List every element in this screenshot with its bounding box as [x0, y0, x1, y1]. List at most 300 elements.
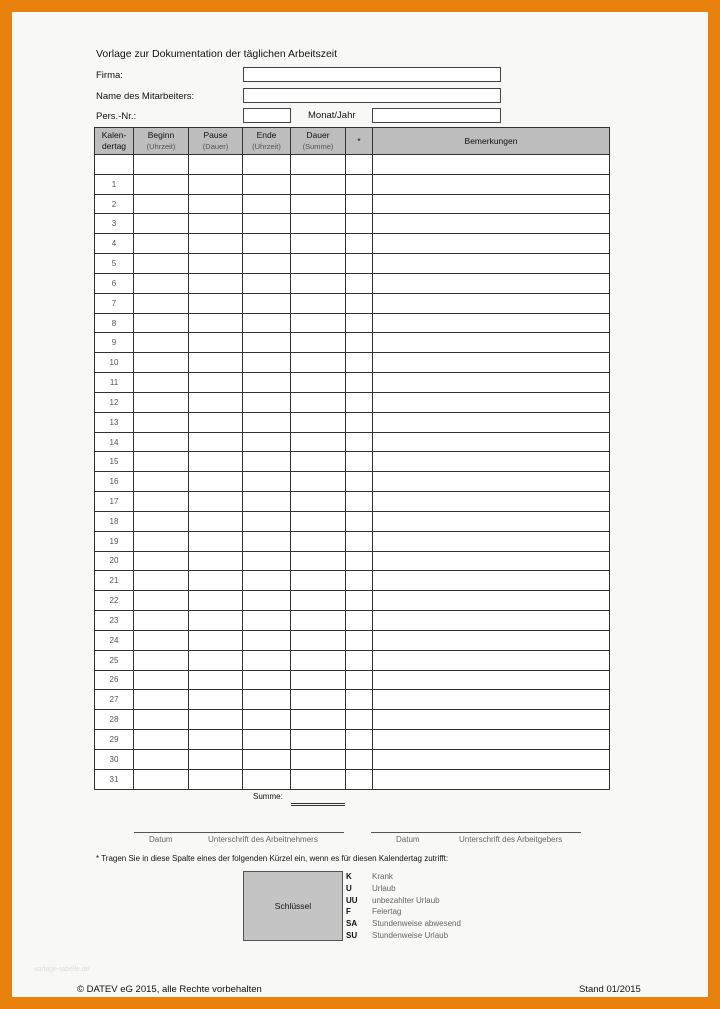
entry-cell[interactable]: [291, 293, 346, 313]
watermark: vorlage-tabelle.de: [34, 966, 90, 973]
day-number-cell: 31: [95, 769, 134, 789]
employer-signature-line[interactable]: [371, 832, 581, 833]
entry-cell[interactable]: [243, 254, 291, 274]
employer-signature-label: Unterschrift des Arbeitgebers: [459, 835, 563, 844]
entry-cell[interactable]: [346, 670, 373, 690]
day-number-cell: 2: [95, 194, 134, 214]
day-number-cell: 13: [95, 412, 134, 432]
col-header-pause: Pause (Dauer): [189, 128, 243, 155]
entry-cell[interactable]: [291, 670, 346, 690]
table-header-row: [95, 128, 610, 155]
entry-cell[interactable]: [346, 174, 373, 194]
entry-cell[interactable]: [243, 214, 291, 234]
entry-cell[interactable]: [291, 273, 346, 293]
table-row: [95, 234, 610, 254]
col-header-kuerzel: *: [346, 128, 373, 155]
entry-cell[interactable]: [134, 273, 189, 293]
entry-cell[interactable]: [346, 254, 373, 274]
col-header-dauer: Dauer (Summe): [291, 128, 346, 155]
entry-cell[interactable]: [373, 373, 610, 393]
entry-cell[interactable]: [346, 769, 373, 789]
table-row: [95, 432, 610, 452]
entry-cell[interactable]: [134, 313, 189, 333]
entry-cell[interactable]: [134, 254, 189, 274]
table-row: [95, 313, 610, 333]
day-number-cell: 26: [95, 670, 134, 690]
key-description: Krank: [372, 872, 393, 881]
entry-cell[interactable]: [373, 234, 610, 254]
table-row: [95, 710, 610, 730]
entry-cell[interactable]: [243, 769, 291, 789]
entry-cell[interactable]: [291, 174, 346, 194]
entry-cell[interactable]: [189, 730, 243, 750]
day-number-cell: 15: [95, 452, 134, 472]
entry-cell[interactable]: [243, 155, 291, 175]
entry-cell[interactable]: [134, 730, 189, 750]
entry-cell[interactable]: [134, 670, 189, 690]
table-row: [95, 452, 610, 472]
entry-cell[interactable]: [243, 749, 291, 769]
entry-cell[interactable]: [373, 749, 610, 769]
entry-cell[interactable]: [373, 531, 610, 551]
entry-cell[interactable]: [243, 551, 291, 571]
key-item: [346, 906, 461, 918]
entry-cell[interactable]: [373, 273, 610, 293]
firma-label: Firma:: [96, 70, 123, 81]
entry-cell[interactable]: [134, 353, 189, 373]
key-box: [243, 871, 343, 941]
key-code: UU: [346, 895, 358, 905]
table-row: [95, 155, 610, 175]
table-row: [95, 214, 610, 234]
table-row: [95, 492, 610, 512]
table-row: [95, 769, 610, 789]
entry-cell[interactable]: [134, 214, 189, 234]
table-row: [95, 650, 610, 670]
key-item: [346, 918, 461, 930]
entry-cell[interactable]: [346, 630, 373, 650]
entry-cell[interactable]: [189, 333, 243, 353]
table-row: [95, 551, 610, 571]
entry-cell[interactable]: [373, 591, 610, 611]
entry-cell[interactable]: [243, 273, 291, 293]
entry-cell[interactable]: [373, 313, 610, 333]
entry-cell[interactable]: [243, 234, 291, 254]
entry-cell[interactable]: [291, 492, 346, 512]
entry-cell[interactable]: [346, 650, 373, 670]
entry-cell[interactable]: [134, 710, 189, 730]
day-number-cell: 8: [95, 313, 134, 333]
day-number-cell: 7: [95, 293, 134, 313]
entry-cell[interactable]: [346, 611, 373, 631]
entry-cell[interactable]: [373, 472, 610, 492]
entry-cell[interactable]: [243, 511, 291, 531]
entry-cell[interactable]: [134, 749, 189, 769]
document-page: [12, 12, 708, 997]
entry-cell[interactable]: [134, 293, 189, 313]
entry-cell[interactable]: [373, 551, 610, 571]
entry-cell[interactable]: [291, 373, 346, 393]
entry-cell[interactable]: [346, 392, 373, 412]
entry-cell[interactable]: [346, 511, 373, 531]
day-number-cell: 6: [95, 273, 134, 293]
entry-cell[interactable]: [291, 353, 346, 373]
key-description: Stundenweise abwesend: [372, 919, 461, 929]
entry-cell[interactable]: [291, 591, 346, 611]
key-item: [346, 883, 461, 895]
entry-cell[interactable]: [134, 531, 189, 551]
entry-cell[interactable]: [243, 194, 291, 214]
entry-cell[interactable]: [243, 452, 291, 472]
entry-cell[interactable]: [243, 730, 291, 750]
entry-cell[interactable]: [346, 353, 373, 373]
entry-cell[interactable]: [189, 412, 243, 432]
page-title: Vorlage zur Dokumentation der täglichen Arbeitszeit: [96, 48, 338, 60]
day-number-cell: 27: [95, 690, 134, 710]
entry-cell[interactable]: [243, 412, 291, 432]
entry-cell[interactable]: [373, 155, 610, 175]
table-row: [95, 392, 610, 412]
entry-cell[interactable]: [243, 690, 291, 710]
summe-label: Summe:: [253, 792, 283, 801]
persnr-label: Pers.-Nr.:: [96, 111, 137, 122]
entry-cell[interactable]: [346, 313, 373, 333]
entry-cell[interactable]: [189, 392, 243, 412]
entry-cell[interactable]: [291, 551, 346, 571]
entry-cell[interactable]: [373, 174, 610, 194]
entry-cell[interactable]: [291, 412, 346, 432]
key-code: F: [346, 907, 351, 917]
table-row: [95, 749, 610, 769]
entry-cell[interactable]: [373, 611, 610, 631]
entry-cell[interactable]: [291, 769, 346, 789]
entry-cell[interactable]: [291, 472, 346, 492]
entry-cell[interactable]: [373, 353, 610, 373]
entry-cell[interactable]: [373, 293, 610, 313]
day-number-cell: 23: [95, 611, 134, 631]
entry-cell[interactable]: [373, 194, 610, 214]
entry-cell[interactable]: [373, 650, 610, 670]
entry-cell[interactable]: [373, 254, 610, 274]
entry-cell[interactable]: [291, 432, 346, 452]
entry-cell[interactable]: [346, 432, 373, 452]
day-number-cell: 11: [95, 373, 134, 393]
entry-cell[interactable]: [243, 710, 291, 730]
day-number-cell: 19: [95, 531, 134, 551]
entry-cell[interactable]: [134, 472, 189, 492]
entry-cell[interactable]: [134, 551, 189, 571]
entry-cell[interactable]: [373, 452, 610, 472]
key-code: U: [346, 883, 352, 893]
entry-cell[interactable]: [243, 353, 291, 373]
entry-cell[interactable]: [346, 551, 373, 571]
table-row: [95, 690, 610, 710]
entry-cell[interactable]: [134, 392, 189, 412]
key-item: [346, 930, 461, 942]
key-description: unbezahlter Urlaub: [372, 895, 440, 905]
entry-cell[interactable]: [134, 650, 189, 670]
entry-cell[interactable]: [346, 452, 373, 472]
day-number-cell: 10: [95, 353, 134, 373]
entry-cell[interactable]: [189, 194, 243, 214]
entry-cell[interactable]: [346, 591, 373, 611]
entry-cell[interactable]: [189, 432, 243, 452]
entry-cell[interactable]: [346, 472, 373, 492]
key-item: [346, 871, 461, 883]
entry-cell[interactable]: [291, 690, 346, 710]
entry-cell[interactable]: [189, 571, 243, 591]
col-header-bemerkungen: Bemerkungen: [373, 128, 610, 155]
entry-cell[interactable]: [243, 392, 291, 412]
entry-cell[interactable]: [346, 194, 373, 214]
entry-cell[interactable]: [189, 531, 243, 551]
entry-cell[interactable]: [291, 155, 346, 175]
table-row: [95, 611, 610, 631]
col-header-ende: Ende (Uhrzeit): [243, 128, 291, 155]
table-row: [95, 412, 610, 432]
footnote: * Tragen Sie in diese Spalte eines der folgenden Kürzel ein, wenn es für diesen Kalendertag zutrifft:: [96, 854, 449, 863]
table-row: [95, 293, 610, 313]
table-row: [95, 531, 610, 551]
entry-cell[interactable]: [291, 611, 346, 631]
entry-cell[interactable]: [373, 571, 610, 591]
table-row: [95, 174, 610, 194]
mitarbeiter-label: Name des Mitarbeiters:: [96, 91, 195, 102]
entry-cell[interactable]: [291, 630, 346, 650]
entry-cell[interactable]: [189, 690, 243, 710]
key-description: Feiertag: [372, 907, 402, 917]
entry-cell[interactable]: [291, 194, 346, 214]
entry-cell[interactable]: [243, 373, 291, 393]
day-number-cell: [95, 155, 134, 175]
firma-field[interactable]: [243, 67, 501, 82]
table-row: [95, 670, 610, 690]
summe-double-line: [291, 803, 345, 806]
entry-cell[interactable]: [189, 749, 243, 769]
entry-cell[interactable]: [189, 174, 243, 194]
copyright-text: © DATEV eG 2015, alle Rechte vorbehalten: [77, 984, 262, 995]
day-number-cell: 24: [95, 630, 134, 650]
entry-cell[interactable]: [134, 571, 189, 591]
entry-cell[interactable]: [373, 710, 610, 730]
entry-cell[interactable]: [189, 353, 243, 373]
entry-cell[interactable]: [346, 690, 373, 710]
day-number-cell: 29: [95, 730, 134, 750]
employee-date-label: Datum: [149, 835, 173, 844]
key-code: SU: [346, 930, 358, 940]
time-table: [94, 127, 610, 790]
table-row: [95, 591, 610, 611]
key-item: [346, 895, 461, 907]
entry-cell[interactable]: [243, 630, 291, 650]
entry-cell[interactable]: [346, 373, 373, 393]
entry-cell[interactable]: [373, 492, 610, 512]
entry-cell[interactable]: [189, 214, 243, 234]
day-number-cell: 1: [95, 174, 134, 194]
entry-cell[interactable]: [346, 214, 373, 234]
entry-cell[interactable]: [189, 313, 243, 333]
stand-text: Stand 01/2015: [579, 984, 641, 995]
entry-cell[interactable]: [373, 511, 610, 531]
entry-cell[interactable]: [189, 293, 243, 313]
entry-cell[interactable]: [189, 591, 243, 611]
table-row: [95, 254, 610, 274]
entry-cell[interactable]: [134, 373, 189, 393]
entry-cell[interactable]: [291, 571, 346, 591]
entry-cell[interactable]: [243, 293, 291, 313]
day-number-cell: 12: [95, 392, 134, 412]
col-header-kalendertag: Kalen- dertag: [95, 128, 134, 155]
entry-cell[interactable]: [346, 730, 373, 750]
entry-cell[interactable]: [243, 591, 291, 611]
entry-cell[interactable]: [243, 174, 291, 194]
col-header-beginn: Beginn (Uhrzeit): [134, 128, 189, 155]
entry-cell[interactable]: [373, 670, 610, 690]
key-description: Stundenweise Urlaub: [372, 930, 449, 940]
entry-cell[interactable]: [291, 710, 346, 730]
entry-cell[interactable]: [373, 333, 610, 353]
day-number-cell: 25: [95, 650, 134, 670]
entry-cell[interactable]: [291, 313, 346, 333]
entry-cell[interactable]: [134, 690, 189, 710]
entry-cell[interactable]: [134, 591, 189, 611]
entry-cell[interactable]: [134, 452, 189, 472]
key-code: K: [346, 872, 352, 881]
entry-cell[interactable]: [134, 630, 189, 650]
entry-cell[interactable]: [346, 155, 373, 175]
entry-cell[interactable]: [291, 254, 346, 274]
entry-cell[interactable]: [189, 630, 243, 650]
day-number-cell: 28: [95, 710, 134, 730]
entry-cell[interactable]: [291, 333, 346, 353]
entry-cell[interactable]: [243, 571, 291, 591]
entry-cell[interactable]: [243, 611, 291, 631]
monat-label: Monat/Jahr: [308, 110, 356, 121]
day-number-cell: 30: [95, 749, 134, 769]
entry-cell[interactable]: [134, 432, 189, 452]
entry-cell[interactable]: [373, 690, 610, 710]
entry-cell[interactable]: [346, 749, 373, 769]
table-row: [95, 630, 610, 650]
entry-cell[interactable]: [373, 432, 610, 452]
entry-cell[interactable]: [134, 412, 189, 432]
entry-cell[interactable]: [373, 392, 610, 412]
day-number-cell: 4: [95, 234, 134, 254]
entry-cell[interactable]: [189, 254, 243, 274]
entry-cell[interactable]: [243, 333, 291, 353]
day-number-cell: 21: [95, 571, 134, 591]
day-number-cell: 9: [95, 333, 134, 353]
entry-cell[interactable]: [373, 769, 610, 789]
day-number-cell: 16: [95, 472, 134, 492]
monat-field[interactable]: [372, 108, 501, 123]
entry-cell[interactable]: [243, 670, 291, 690]
entry-cell[interactable]: [243, 432, 291, 452]
entry-cell[interactable]: [373, 214, 610, 234]
entry-cell[interactable]: [243, 313, 291, 333]
day-number-cell: 20: [95, 551, 134, 571]
entry-cell[interactable]: [134, 333, 189, 353]
entry-cell[interactable]: [346, 571, 373, 591]
entry-cell[interactable]: [291, 650, 346, 670]
day-number-cell: 3: [95, 214, 134, 234]
entry-cell[interactable]: [134, 174, 189, 194]
entry-cell[interactable]: [189, 710, 243, 730]
entry-cell[interactable]: [243, 492, 291, 512]
table-row: [95, 373, 610, 393]
entry-cell[interactable]: [346, 710, 373, 730]
entry-cell[interactable]: [373, 630, 610, 650]
entry-cell[interactable]: [189, 492, 243, 512]
employer-date-label: Datum: [396, 835, 420, 844]
entry-cell[interactable]: [189, 511, 243, 531]
entry-cell[interactable]: [134, 234, 189, 254]
table-row: [95, 273, 610, 293]
entry-cell[interactable]: [291, 452, 346, 472]
entry-cell[interactable]: [291, 531, 346, 551]
entry-cell[interactable]: [346, 531, 373, 551]
key-label: Schlüssel: [274, 901, 312, 911]
persnr-field[interactable]: [243, 108, 291, 123]
entry-cell[interactable]: [134, 155, 189, 175]
entry-cell[interactable]: [189, 769, 243, 789]
entry-cell[interactable]: [373, 730, 610, 750]
entry-cell[interactable]: [346, 412, 373, 432]
entry-cell[interactable]: [189, 452, 243, 472]
entry-cell[interactable]: [291, 511, 346, 531]
entry-cell[interactable]: [291, 730, 346, 750]
day-number-cell: 18: [95, 511, 134, 531]
table-row: [95, 730, 610, 750]
mitarbeiter-field[interactable]: [243, 88, 501, 103]
entry-cell[interactable]: [189, 273, 243, 293]
entry-cell[interactable]: [243, 650, 291, 670]
entry-cell[interactable]: [134, 769, 189, 789]
entry-cell[interactable]: [134, 511, 189, 531]
entry-cell[interactable]: [189, 155, 243, 175]
key-code: SA: [346, 919, 358, 929]
entry-cell[interactable]: [189, 670, 243, 690]
day-number-cell: 5: [95, 254, 134, 274]
entry-cell[interactable]: [243, 472, 291, 492]
table-row: [95, 353, 610, 373]
entry-cell[interactable]: [291, 234, 346, 254]
day-number-cell: 22: [95, 591, 134, 611]
entry-cell[interactable]: [189, 472, 243, 492]
employee-signature-line[interactable]: [134, 832, 344, 833]
entry-cell[interactable]: [346, 293, 373, 313]
entry-cell[interactable]: [373, 412, 610, 432]
entry-cell[interactable]: [346, 273, 373, 293]
entry-cell[interactable]: [346, 492, 373, 512]
entry-cell[interactable]: [189, 551, 243, 571]
entry-cell[interactable]: [291, 749, 346, 769]
entry-cell[interactable]: [134, 611, 189, 631]
entry-cell[interactable]: [189, 611, 243, 631]
entry-cell[interactable]: [346, 234, 373, 254]
entry-cell[interactable]: [189, 373, 243, 393]
entry-cell[interactable]: [189, 650, 243, 670]
entry-cell[interactable]: [291, 392, 346, 412]
entry-cell[interactable]: [346, 333, 373, 353]
entry-cell[interactable]: [134, 492, 189, 512]
key-description: Urlaub: [372, 883, 396, 893]
entry-cell[interactable]: [291, 214, 346, 234]
entry-cell[interactable]: [243, 531, 291, 551]
entry-cell[interactable]: [134, 194, 189, 214]
entry-cell[interactable]: [189, 234, 243, 254]
table-row: [95, 194, 610, 214]
